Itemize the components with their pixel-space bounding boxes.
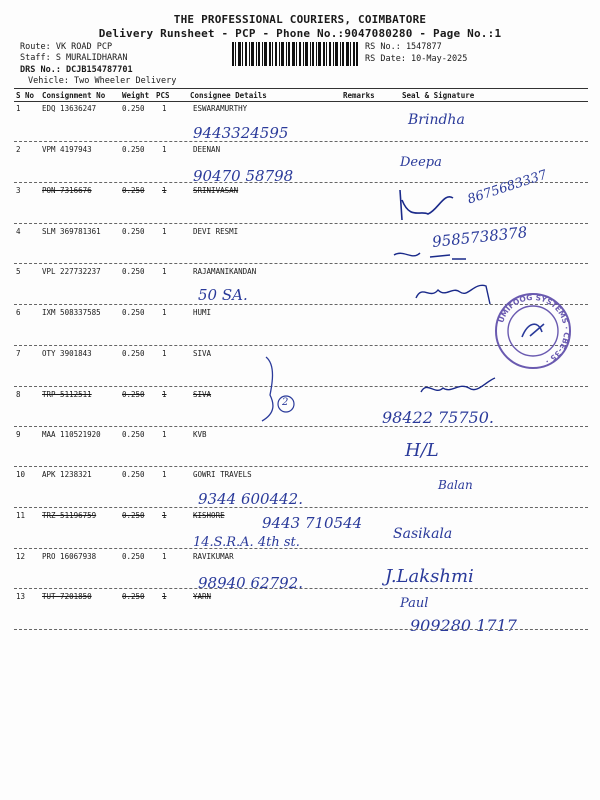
handwritten-address: 14.S.R.A. 4th st. (193, 535, 300, 550)
row-weight: 0.250 (122, 592, 145, 601)
route-label: Route: VK ROAD PCP (20, 42, 113, 52)
row-weight: 0.250 (122, 349, 145, 358)
signature-scribble-3 (398, 180, 458, 225)
handwritten-phone: 50 SA. (198, 286, 248, 304)
row-consignment-no: TRP 5112511 (42, 390, 92, 399)
handwritten-signature: H/L (405, 440, 439, 461)
row-weight: 0.250 (122, 186, 145, 195)
row-weight: 0.250 (122, 430, 145, 439)
svg-text:UMIFOOG SYSTEMS · CBE-35 ·: UMIFOOG SYSTEMS · CBE-35 · (496, 292, 572, 367)
signature-scribble-7 (415, 372, 500, 402)
handwritten-signature: J.Lakshmi (385, 566, 474, 587)
rs-number: RS No.: 1547877 (365, 42, 442, 52)
signature-scribble-5 (412, 278, 502, 308)
row-pcs: 1 (162, 592, 167, 601)
row-pcs: 1 (162, 349, 167, 358)
row-sno: 7 (16, 349, 21, 358)
row-weight: 0.250 (122, 308, 145, 317)
row-consignment-no: PON 7316676 (42, 186, 92, 195)
row-consignee: SIVA (193, 349, 212, 358)
row-separator (14, 629, 588, 630)
row-consignee: SIVA (193, 390, 212, 399)
row-consignee: SRINIVASAN (193, 186, 239, 195)
row-consignment-no: MAA 110521920 (42, 430, 101, 439)
row-separator (14, 548, 588, 549)
row-separator (14, 263, 588, 264)
row-sno: 11 (16, 511, 26, 520)
row-pcs: 1 (162, 227, 167, 236)
row-consignment-no: VPL 227732237 (42, 267, 101, 276)
row-sno: 5 (16, 267, 21, 276)
bracket-annotation-icon (258, 355, 308, 425)
company-title: THE PROFESSIONAL COURIERS, COIMBATORE (173, 13, 427, 26)
row-weight: 0.250 (122, 552, 145, 561)
row-consignee: ESWARAMURTHY (193, 104, 248, 113)
row-sno: 8 (16, 390, 21, 399)
row-separator (14, 141, 588, 142)
row-pcs: 1 (162, 145, 167, 154)
row-weight: 0.250 (122, 511, 145, 520)
signature-scribble-4 (390, 245, 470, 265)
company-seal-stamp (494, 292, 572, 370)
row-pcs: 1 (162, 186, 167, 195)
row-weight: 0.250 (122, 390, 145, 399)
row-consignee: KVB (193, 430, 207, 439)
row-consignee: HUMI (193, 308, 212, 317)
row-sno: 13 (16, 592, 26, 601)
handwritten-signature: Sasikala (393, 526, 453, 542)
handwritten-signature: Deepa (400, 155, 442, 170)
row-sno: 2 (16, 145, 21, 154)
row-consignment-no: EDQ 13636247 (42, 104, 97, 113)
row-pcs: 1 (162, 470, 167, 479)
col-seal: Seal & Signature (402, 91, 475, 100)
row-consignment-no: SLM 369781361 (42, 227, 101, 236)
handwritten-phone: 9443324595 (193, 124, 289, 142)
row-separator (14, 588, 588, 589)
handwritten-signature: 8675683337 (465, 167, 550, 208)
rs-date: RS Date: 10-May-2025 (365, 54, 468, 64)
row-pcs: 1 (162, 430, 167, 439)
row-separator (14, 426, 588, 427)
drs-label: DRS No.: DCJB154787701 (20, 65, 133, 75)
row-separator (14, 507, 588, 508)
col-pcs: PCS (156, 91, 170, 100)
row-consignment-no: TUT 7201850 (42, 592, 92, 601)
handwritten-signature: Balan (438, 478, 473, 492)
row-sno: 3 (16, 186, 21, 195)
row-consignment-no: APK 1238321 (42, 470, 92, 479)
row-separator (14, 466, 588, 467)
handwritten-signature: 98422 75750. (382, 408, 494, 427)
row-consignee: YARN (193, 592, 212, 601)
row-consignment-no: TRZ 51196759 (42, 511, 97, 520)
handwritten-signature: Paul (400, 596, 429, 611)
row-consignee: RAJAMANIKANDAN (193, 267, 257, 276)
vehicle-label: Vehicle: Two Wheeler Delivery (28, 76, 177, 86)
row-sno: 4 (16, 227, 21, 236)
row-sno: 1 (16, 104, 21, 113)
handwritten-phone: 90470 58798 (193, 167, 294, 185)
staff-label: Staff: S MURALIDHARAN (20, 53, 128, 63)
row-sno: 9 (16, 430, 21, 439)
row-separator (14, 223, 588, 224)
table-header-rule (14, 101, 588, 102)
row-pcs: 1 (162, 552, 167, 561)
row-weight: 0.250 (122, 145, 145, 154)
row-weight: 0.250 (122, 227, 145, 236)
col-sno: S No (16, 91, 35, 100)
row-weight: 0.250 (122, 470, 145, 479)
handwritten-signature-phone: 909280 1717 (410, 616, 517, 635)
row-sno: 12 (16, 552, 26, 561)
row-consignee: GOWRI TRAVELS (193, 470, 252, 479)
row-consignee: RAVIKUMAR (193, 552, 234, 561)
col-remarks: Remarks (343, 91, 375, 100)
col-consignee: Consignee Details (190, 91, 267, 100)
row-consignment-no: VPM 4197943 (42, 145, 92, 154)
handwritten-phone: 98940 62792. (198, 574, 303, 592)
handwritten-signature: 9585738378 (431, 223, 529, 251)
runsheet-subtitle: Delivery Runsheet - PCP - Phone No.:9047080280 - Page No.:1 (98, 27, 502, 40)
row-pcs: 1 (162, 308, 167, 317)
row-consignment-no: IXM 508337585 (42, 308, 101, 317)
row-pcs: 1 (162, 511, 167, 520)
row-pcs: 1 (162, 390, 167, 399)
row-pcs: 1 (162, 104, 167, 113)
col-weight: Weight (122, 91, 150, 100)
row-consignee: DEVI RESMI (193, 227, 239, 236)
row-sno: 6 (16, 308, 21, 317)
circled-count: 2 (282, 397, 289, 408)
row-sno: 10 (16, 470, 26, 479)
col-consignment: Consignment No (42, 91, 106, 100)
row-consignment-no: PRO 16067938 (42, 552, 97, 561)
table-top-rule (14, 88, 588, 89)
row-weight: 0.250 (122, 104, 145, 113)
row-consignment-no: OTY 3901843 (42, 349, 92, 358)
row-weight: 0.250 (122, 267, 145, 276)
row-consignee: KISHORE (193, 511, 225, 520)
row-pcs: 1 (162, 267, 167, 276)
row-consignee: DEENAN (193, 145, 221, 154)
handwritten-phone: 9344 600442. (198, 490, 303, 508)
handwritten-phone: 9443 710544 (262, 514, 363, 532)
barcode-icon (232, 42, 358, 66)
handwritten-signature: Brindha (408, 112, 465, 128)
